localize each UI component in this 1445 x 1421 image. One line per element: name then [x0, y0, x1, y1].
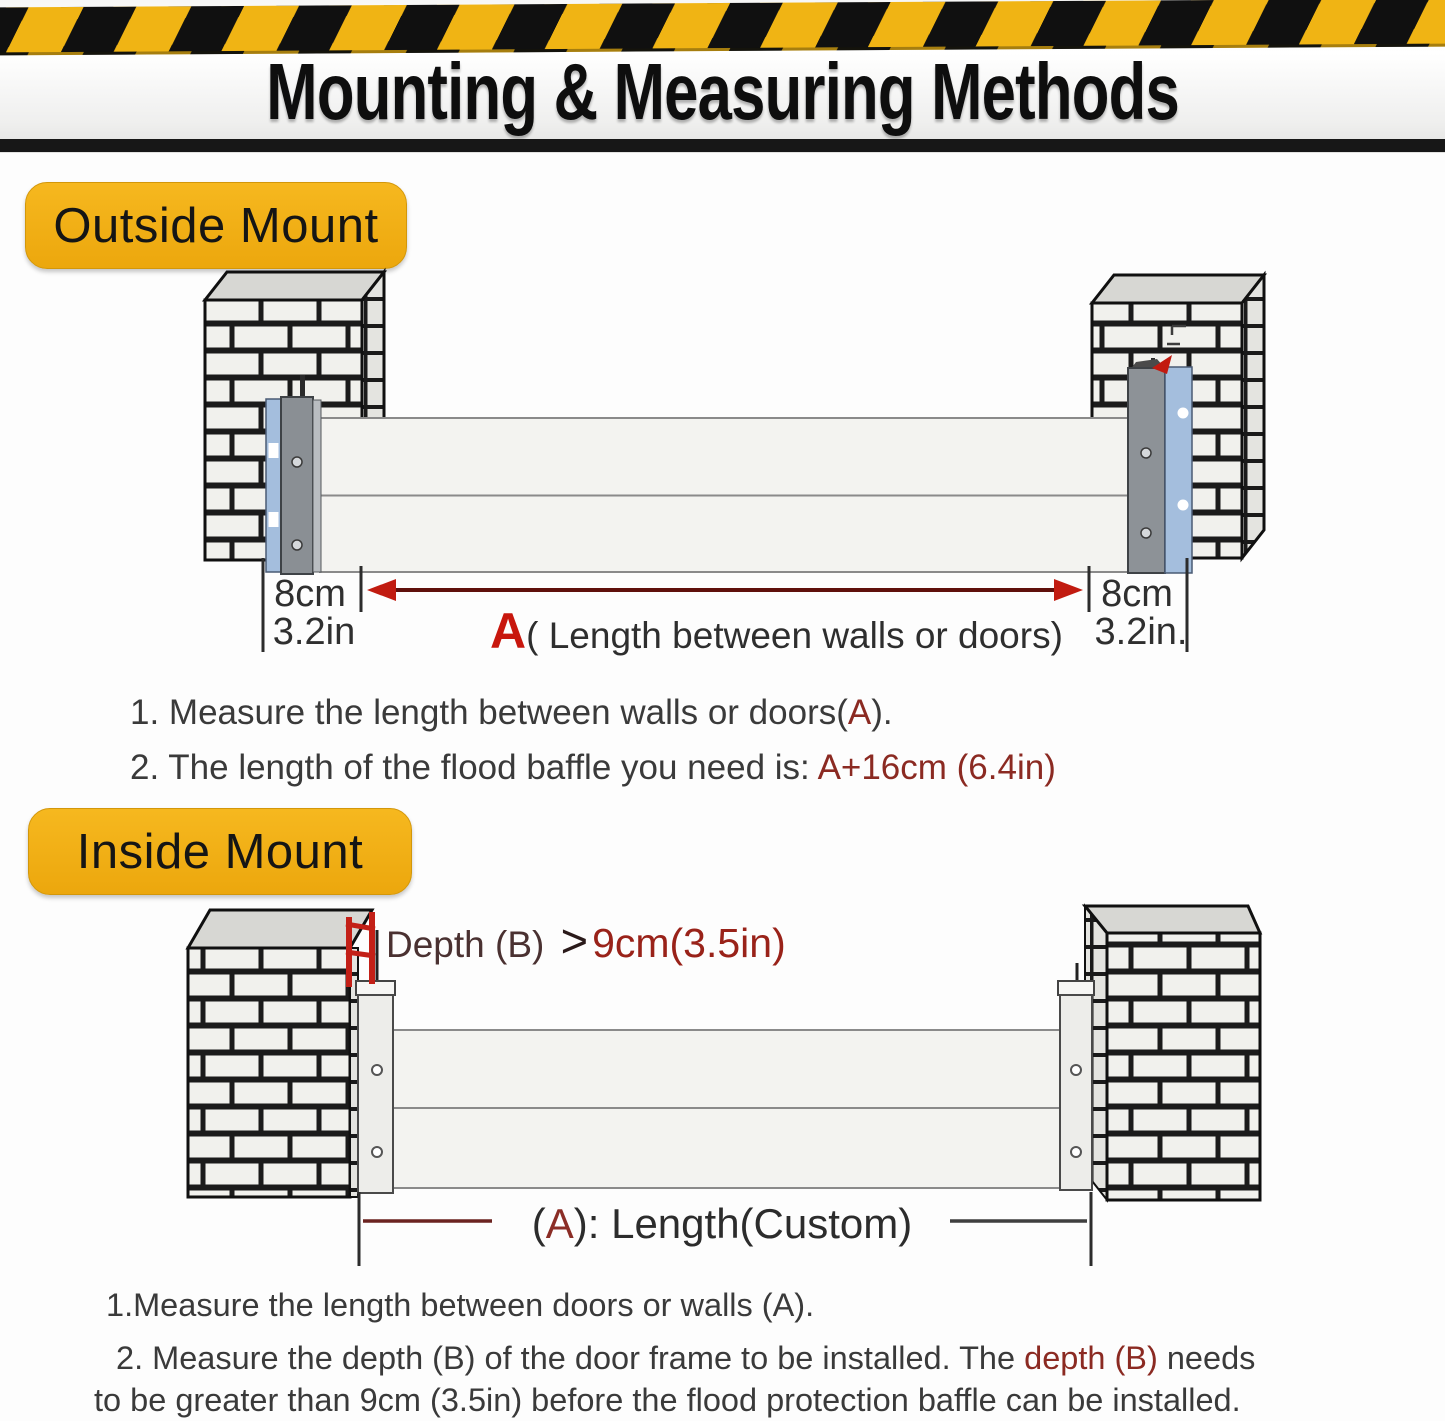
depth-label — [386, 914, 786, 967]
inside-step-1 — [106, 1286, 1255, 1325]
span-arrow — [367, 579, 1083, 601]
bracket-flange — [313, 400, 321, 572]
screw-hole — [292, 457, 302, 467]
step-text: 1.Measure the length between doors or walls (A). — [106, 1287, 815, 1323]
inside-mount-label — [28, 808, 412, 895]
step-depth-ref: depth (B) — [1024, 1340, 1158, 1376]
outside-mount-instructions — [130, 692, 1056, 789]
baffle-panel-bottom — [320, 496, 1130, 573]
arrowhead-left-icon — [367, 579, 396, 601]
bracket-blue-rail — [266, 399, 281, 572]
span-a-letter: A — [490, 603, 527, 659]
left-mounting-bracket — [266, 375, 321, 574]
baffle-panel-bottom — [393, 1108, 1060, 1188]
length-label-text: ): Length(Custom) — [573, 1200, 913, 1247]
right-brick-pillar — [1085, 906, 1260, 1200]
channel-top-cap — [1058, 981, 1094, 995]
paren-open: ( — [531, 1200, 546, 1247]
inside-mount-diagram — [0, 895, 1445, 1275]
left-door-frame-channel — [356, 930, 395, 1193]
step-a-ref: A — [847, 693, 872, 732]
step-formula: A+16cm (6.4in) — [817, 748, 1056, 787]
screw-hole — [1141, 528, 1151, 538]
outside-mount-diagram — [0, 255, 1445, 665]
outside-mount-label-text: Outside Mount — [53, 198, 379, 253]
length-measurement — [359, 1192, 1091, 1266]
baffle-panel-top — [393, 1030, 1060, 1108]
inside-step-2-continued — [94, 1381, 1255, 1420]
inside-mount-instructions — [94, 1286, 1256, 1420]
step-text: 2. Measure the depth (B) of the door frame to be installed. The — [116, 1340, 1025, 1376]
page-title: Mounting & Measuring Methods — [266, 46, 1179, 136]
flood-baffle-panels — [320, 418, 1130, 572]
depth-label-text: Depth (B) — [386, 924, 555, 965]
flood-baffle-panels — [393, 1030, 1060, 1188]
right-mounting-bracket — [1128, 355, 1192, 573]
step-text: 2. The length of the flood baffle you need is: — [130, 748, 818, 787]
depth-value-text: 9cm(3.5in) — [592, 920, 786, 966]
channel-top-cap — [356, 981, 395, 995]
right-gap-cm-label: 8cm — [1101, 573, 1173, 615]
rail-slot — [1178, 408, 1189, 419]
header-divider-bar — [0, 139, 1445, 152]
channel-body — [358, 995, 393, 1193]
header-banner — [0, 0, 1445, 153]
outside-step-1 — [130, 692, 1056, 734]
inside-step-2 — [116, 1339, 1255, 1378]
screw-hole — [372, 1065, 382, 1075]
span-length-label — [490, 603, 1063, 659]
bracket-channel — [1128, 368, 1165, 573]
screw-hole — [1071, 1065, 1081, 1075]
length-a-letter: A — [545, 1200, 574, 1247]
left-gap-cm-label: 8cm — [274, 573, 346, 615]
screw-hole — [372, 1147, 382, 1157]
bracket-blue-rail — [1165, 367, 1192, 573]
screw-hole — [292, 540, 302, 550]
arrowhead-right-icon — [1054, 579, 1083, 601]
right-gap-in-label: 3.2in. — [1094, 611, 1188, 653]
left-gap-in-label: 3.2in — [272, 611, 356, 653]
step-text: needs — [1157, 1340, 1256, 1376]
channel-body — [1060, 995, 1092, 1190]
right-door-frame-channel — [1058, 963, 1094, 1190]
baffle-panel-top — [320, 418, 1130, 496]
outside-step-2 — [130, 747, 1056, 789]
step-text: 1. Measure the length between walls or doors( — [130, 693, 848, 732]
step-text: to be greater than 9cm (3.5in) before the flood protection baffle can be installed. — [94, 1382, 1241, 1418]
screw-hole — [1071, 1147, 1081, 1157]
title-band — [0, 44, 1445, 139]
step-text: ). — [871, 693, 893, 732]
rail-slot — [1178, 500, 1189, 511]
rail-slot — [269, 443, 279, 458]
inside-mount-label-text: Inside Mount — [76, 824, 364, 879]
rail-slot — [269, 512, 279, 527]
span-label-text: ( Length between walls or doors) — [526, 615, 1063, 656]
greater-than-sign: > — [560, 914, 589, 967]
screw-hole — [1141, 448, 1151, 458]
length-label — [532, 1200, 912, 1247]
left-brick-pillar — [188, 910, 372, 1197]
